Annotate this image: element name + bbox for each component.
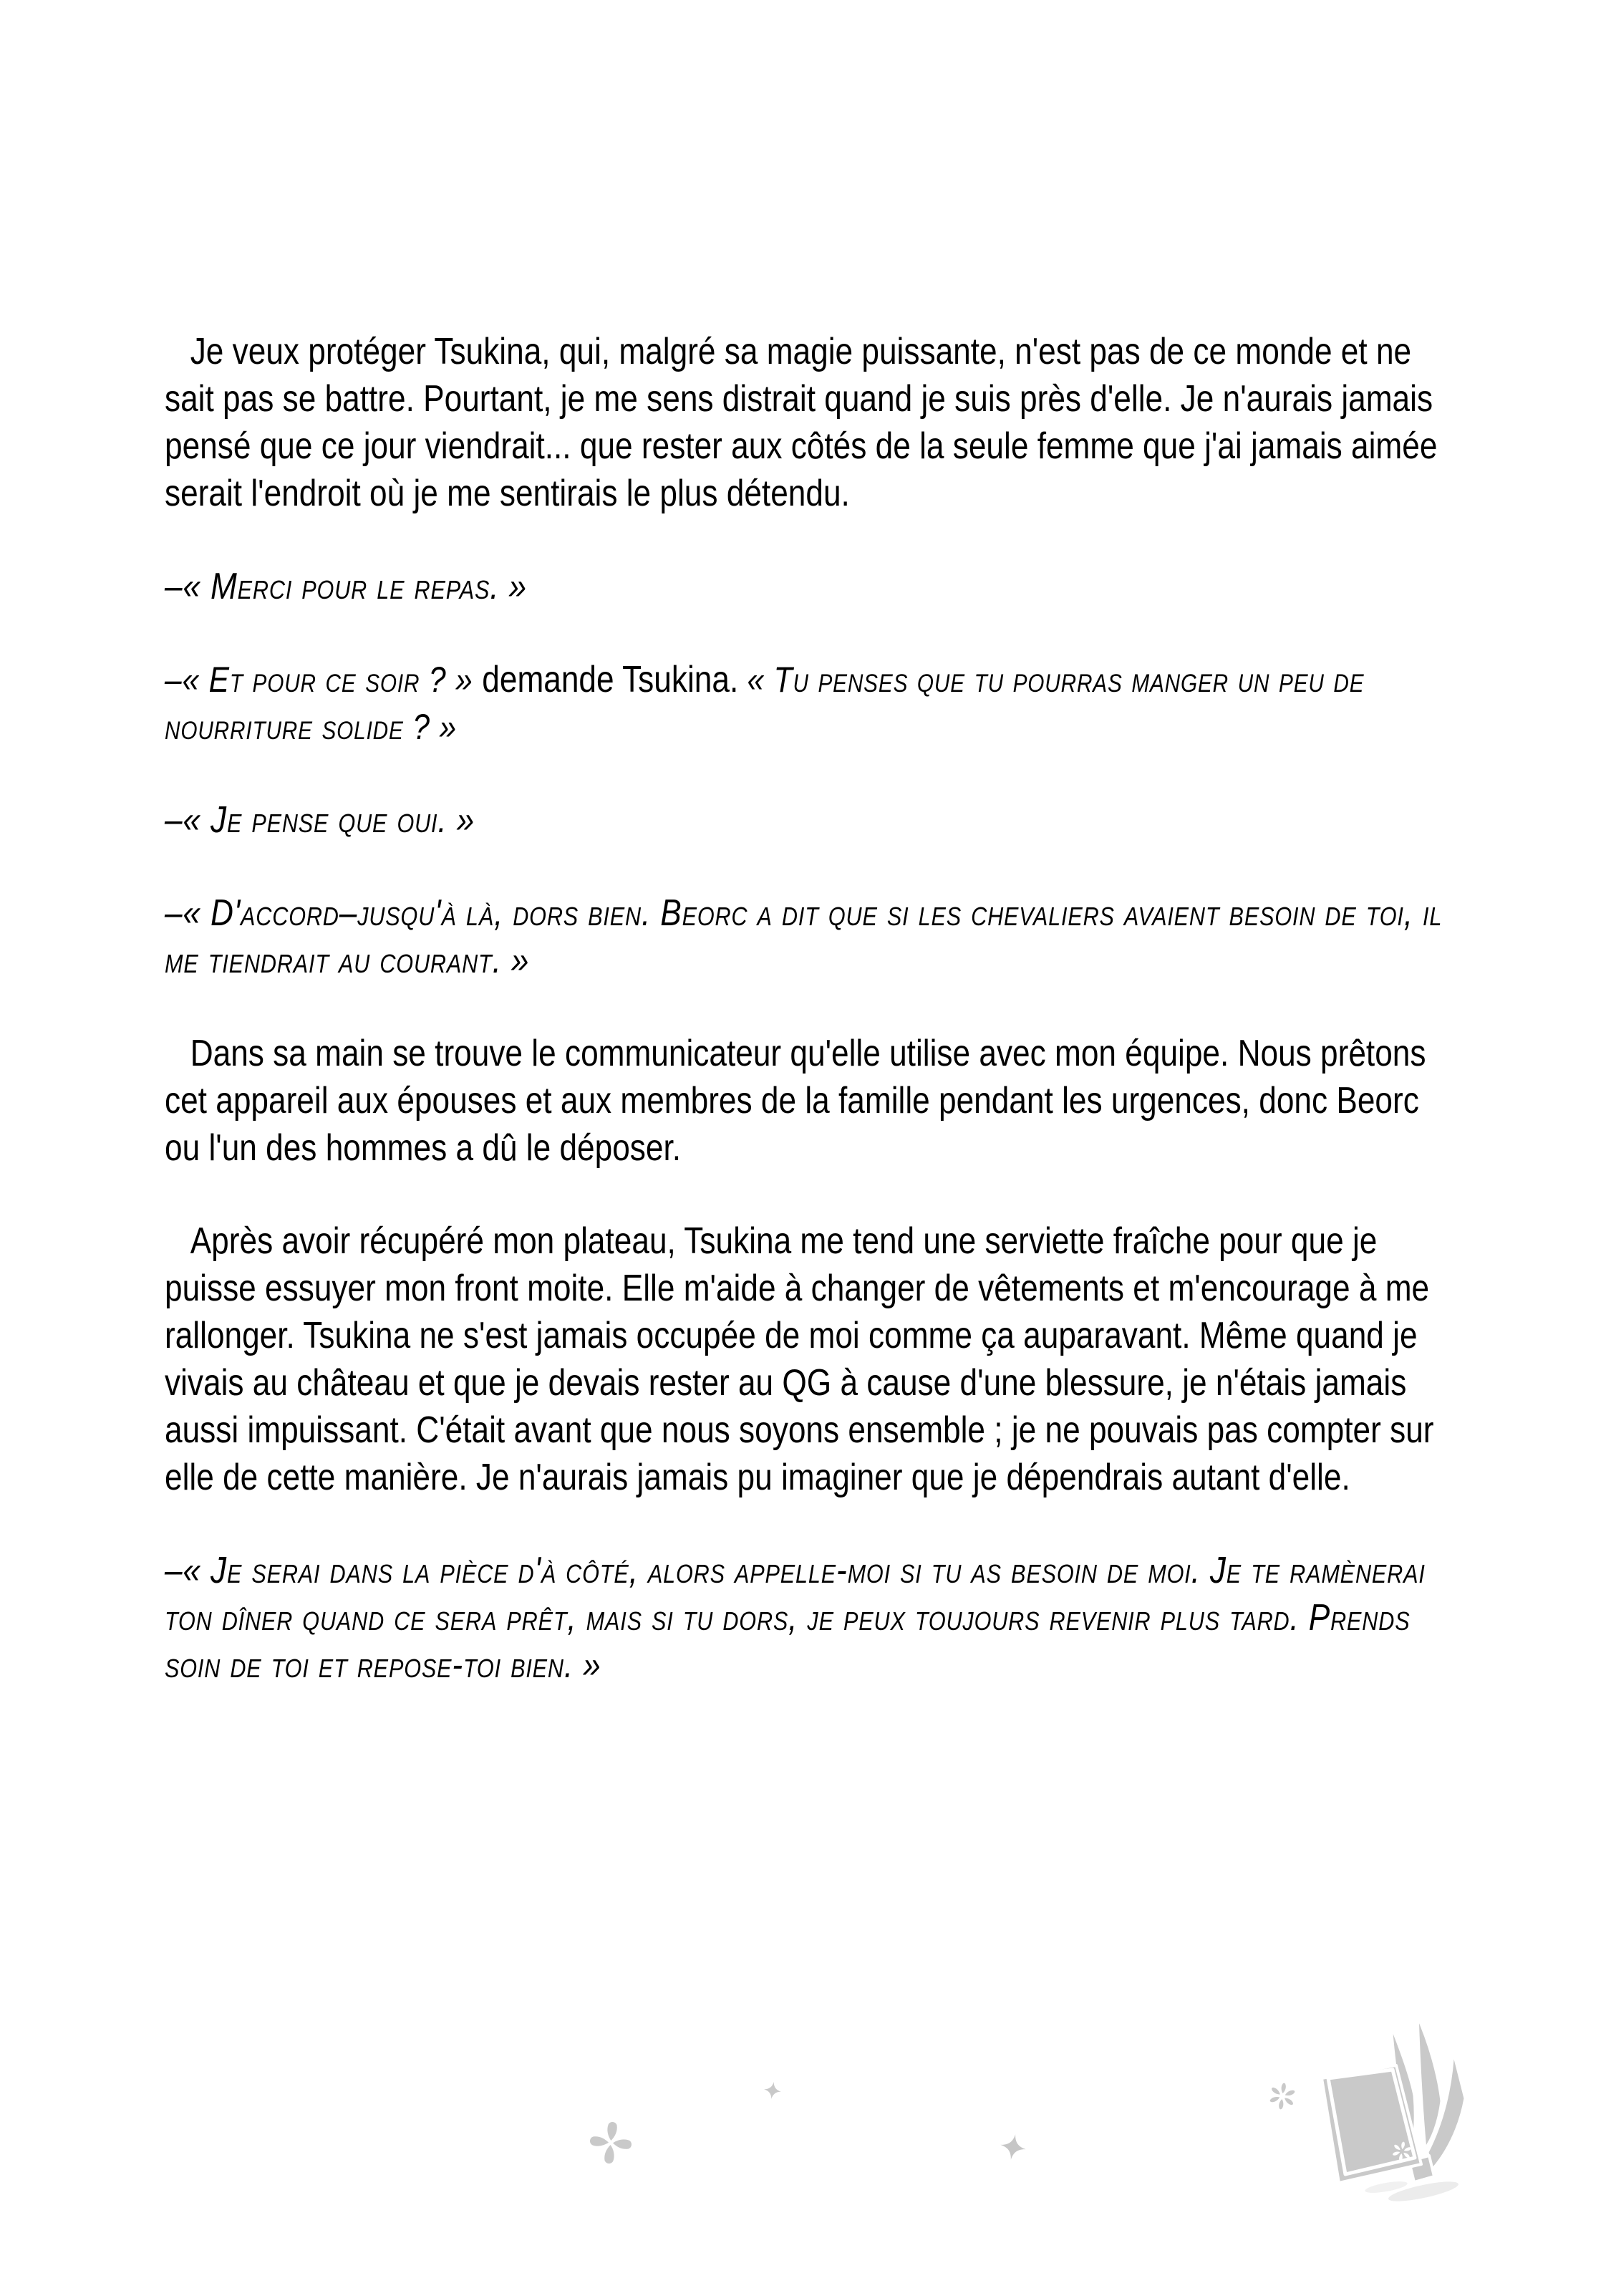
dialogue-paragraph: –« Je pense que oui. » bbox=[165, 799, 475, 841]
narration-paragraph: Après avoir récupéré mon plateau, Tsukina me tend une serviette fraîche pour que je puisse essuyer mon front moite. Elle m'aide à changer de vêtements et m'encourage à me rallonger. Tsukina ne s'est jamais occupée de moi comme ça auparavant. Même quand je vivais au château et que je devais rester au QG à cause d'une blessure, je n'étais jamais aussi impuissant. C'était avant que nous soyons ensemble ; je ne pouvais pas compter sur elle de cette manière. Je n'aurais jamais pu imaginer que je dépendrais autant d'elle. bbox=[165, 1220, 1434, 1498]
open-book-icon bbox=[1316, 2007, 1488, 2211]
dialogue-paragraph: –« D'accord–jusqu'à là, dors bien. Beorc a dit que si les chevaliers avaient besoin de toi, il me tiendrait au courant. » bbox=[165, 892, 1443, 981]
sparkle-cross-icon bbox=[589, 2121, 633, 2165]
asterisk-icon bbox=[1268, 2082, 1297, 2111]
dialogue-text: –« Et pour ce soir ? » bbox=[165, 660, 483, 700]
narration-inline: demande Tsukina. bbox=[482, 659, 748, 700]
text-column bbox=[165, 328, 1446, 1689]
narration-paragraph: Je veux protéger Tsukina, qui, malgré sa magie puissante, n'est pas de ce monde et ne sait pas se battre. Pourtant, je me sens distrait quand je suis près d'elle. Je n'aurais jamais pensé que ce jour viendrait... que rester aux côtés de la seule femme que j'ai jamais aimée serait l'endroit où je me sentirais le plus détendu. bbox=[165, 331, 1438, 514]
dialogue-text: « Tu penses que tu pourras manger un peu de nourriture solide ? » bbox=[165, 660, 1365, 747]
dialogue-paragraph-mixed bbox=[165, 656, 1446, 751]
dialogue-paragraph: –« Je serai dans la pièce d'à côté, alors appelle-moi si tu as besoin de moi. Je te ramènerai ton dîner quand ce sera prêt, mais si tu dors, je peux toujours revenir plus tard. Prends soin de toi et repose-toi bien. » bbox=[165, 1550, 1426, 1686]
dialogue-paragraph: –« Merci pour le repas. » bbox=[165, 566, 527, 607]
narration-paragraph: Dans sa main se trouve le communicateur qu'elle utilise avec mon équipe. Nous prêtons cet appareil aux épouses et aux membres de la famille pendant les urgences, donc Beorc ou l'un des hommes a dû le déposer. bbox=[165, 1033, 1426, 1169]
sparkle-diamond-small-icon bbox=[763, 2081, 782, 2100]
sparkle-diamond-large-icon bbox=[1000, 2133, 1027, 2161]
